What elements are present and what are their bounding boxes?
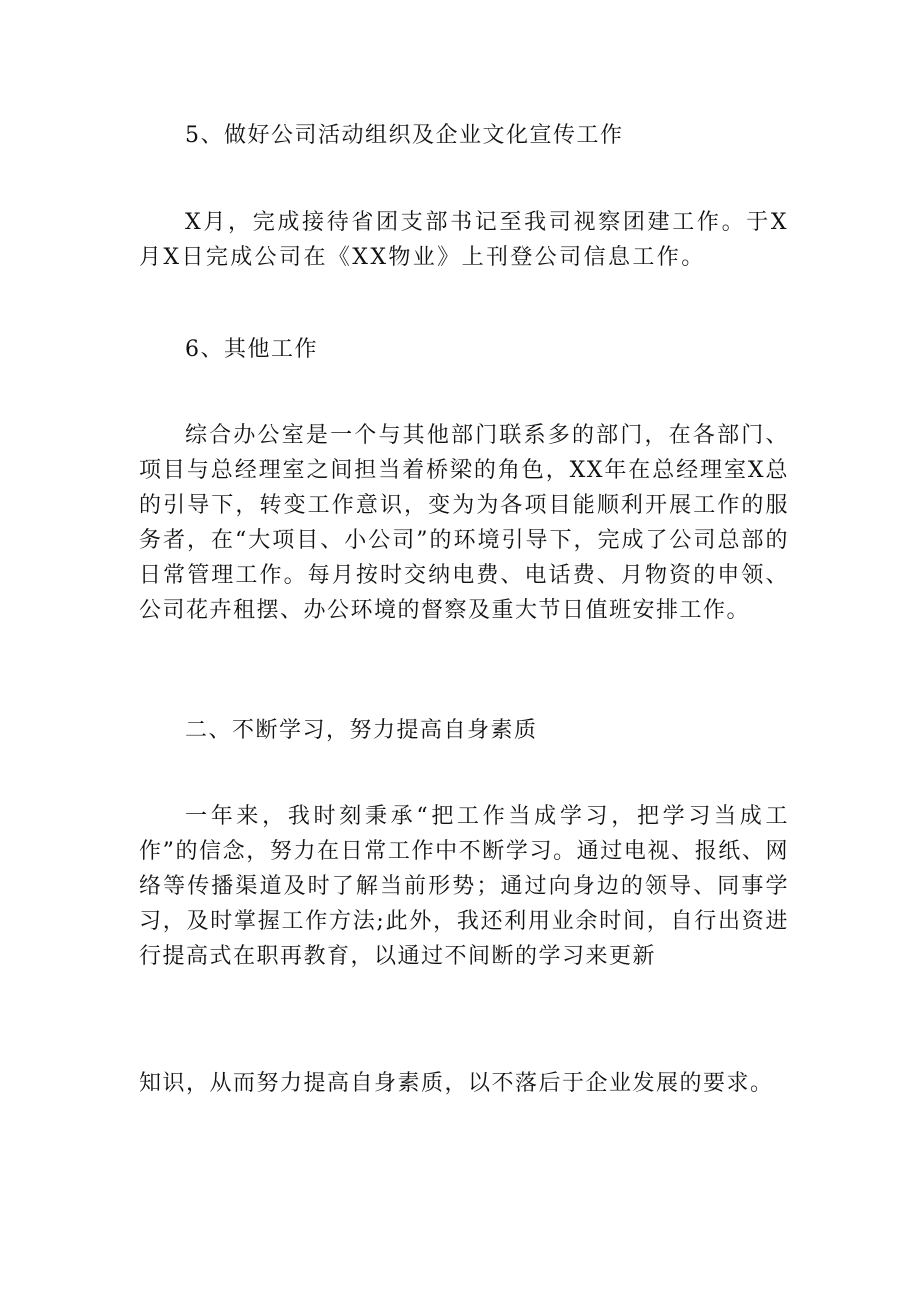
paragraph-activities: X月，完成接待省团支部书记至我司视察团建工作。于X月X日完成公司在《XX物业》上刊登公司信息工作。 xyxy=(139,210,789,270)
paragraph-learning-continued: 知识，从而努力提高自身素质，以不落后于企业发展的要求。 xyxy=(139,1071,774,1096)
paragraph-learning: 一年来，我时刻秉承“把工作当成学习，把学习当成工作”的信念，努力在日常工作中不断学习。通过电视、报纸、网络等传播渠道及时了解当前形势；通过向身边的领导、同事学习，及时掌握工作方法;此外，我还利用业余时间，自行出资进行提高式在职再教育，以通过不间断的学习来更新 xyxy=(139,804,789,969)
section-heading-learning: 二、不断学习，努力提高自身素质 xyxy=(185,718,538,743)
section-heading-5: 5、做好公司活动组织及企业文化宣传工作 xyxy=(185,123,624,148)
section-heading-6: 6、其他工作 xyxy=(185,337,318,362)
paragraph-other-work: 综合办公室是一个与其他部门联系多的部门，在各部门、项目与总经理室之间担当着桥梁的角色，XX年在总经理室X总的引导下，转变工作意识，变为为各项目能顺利开展工作的服务者，在“大项目、小公司”的环境引导下，完成了公司总部的日常管理工作。每月按时交纳电费、电话费、月物资的申领、公司花卉租摆、办公环境的督察及重大节日值班安排工作。 xyxy=(139,423,789,623)
